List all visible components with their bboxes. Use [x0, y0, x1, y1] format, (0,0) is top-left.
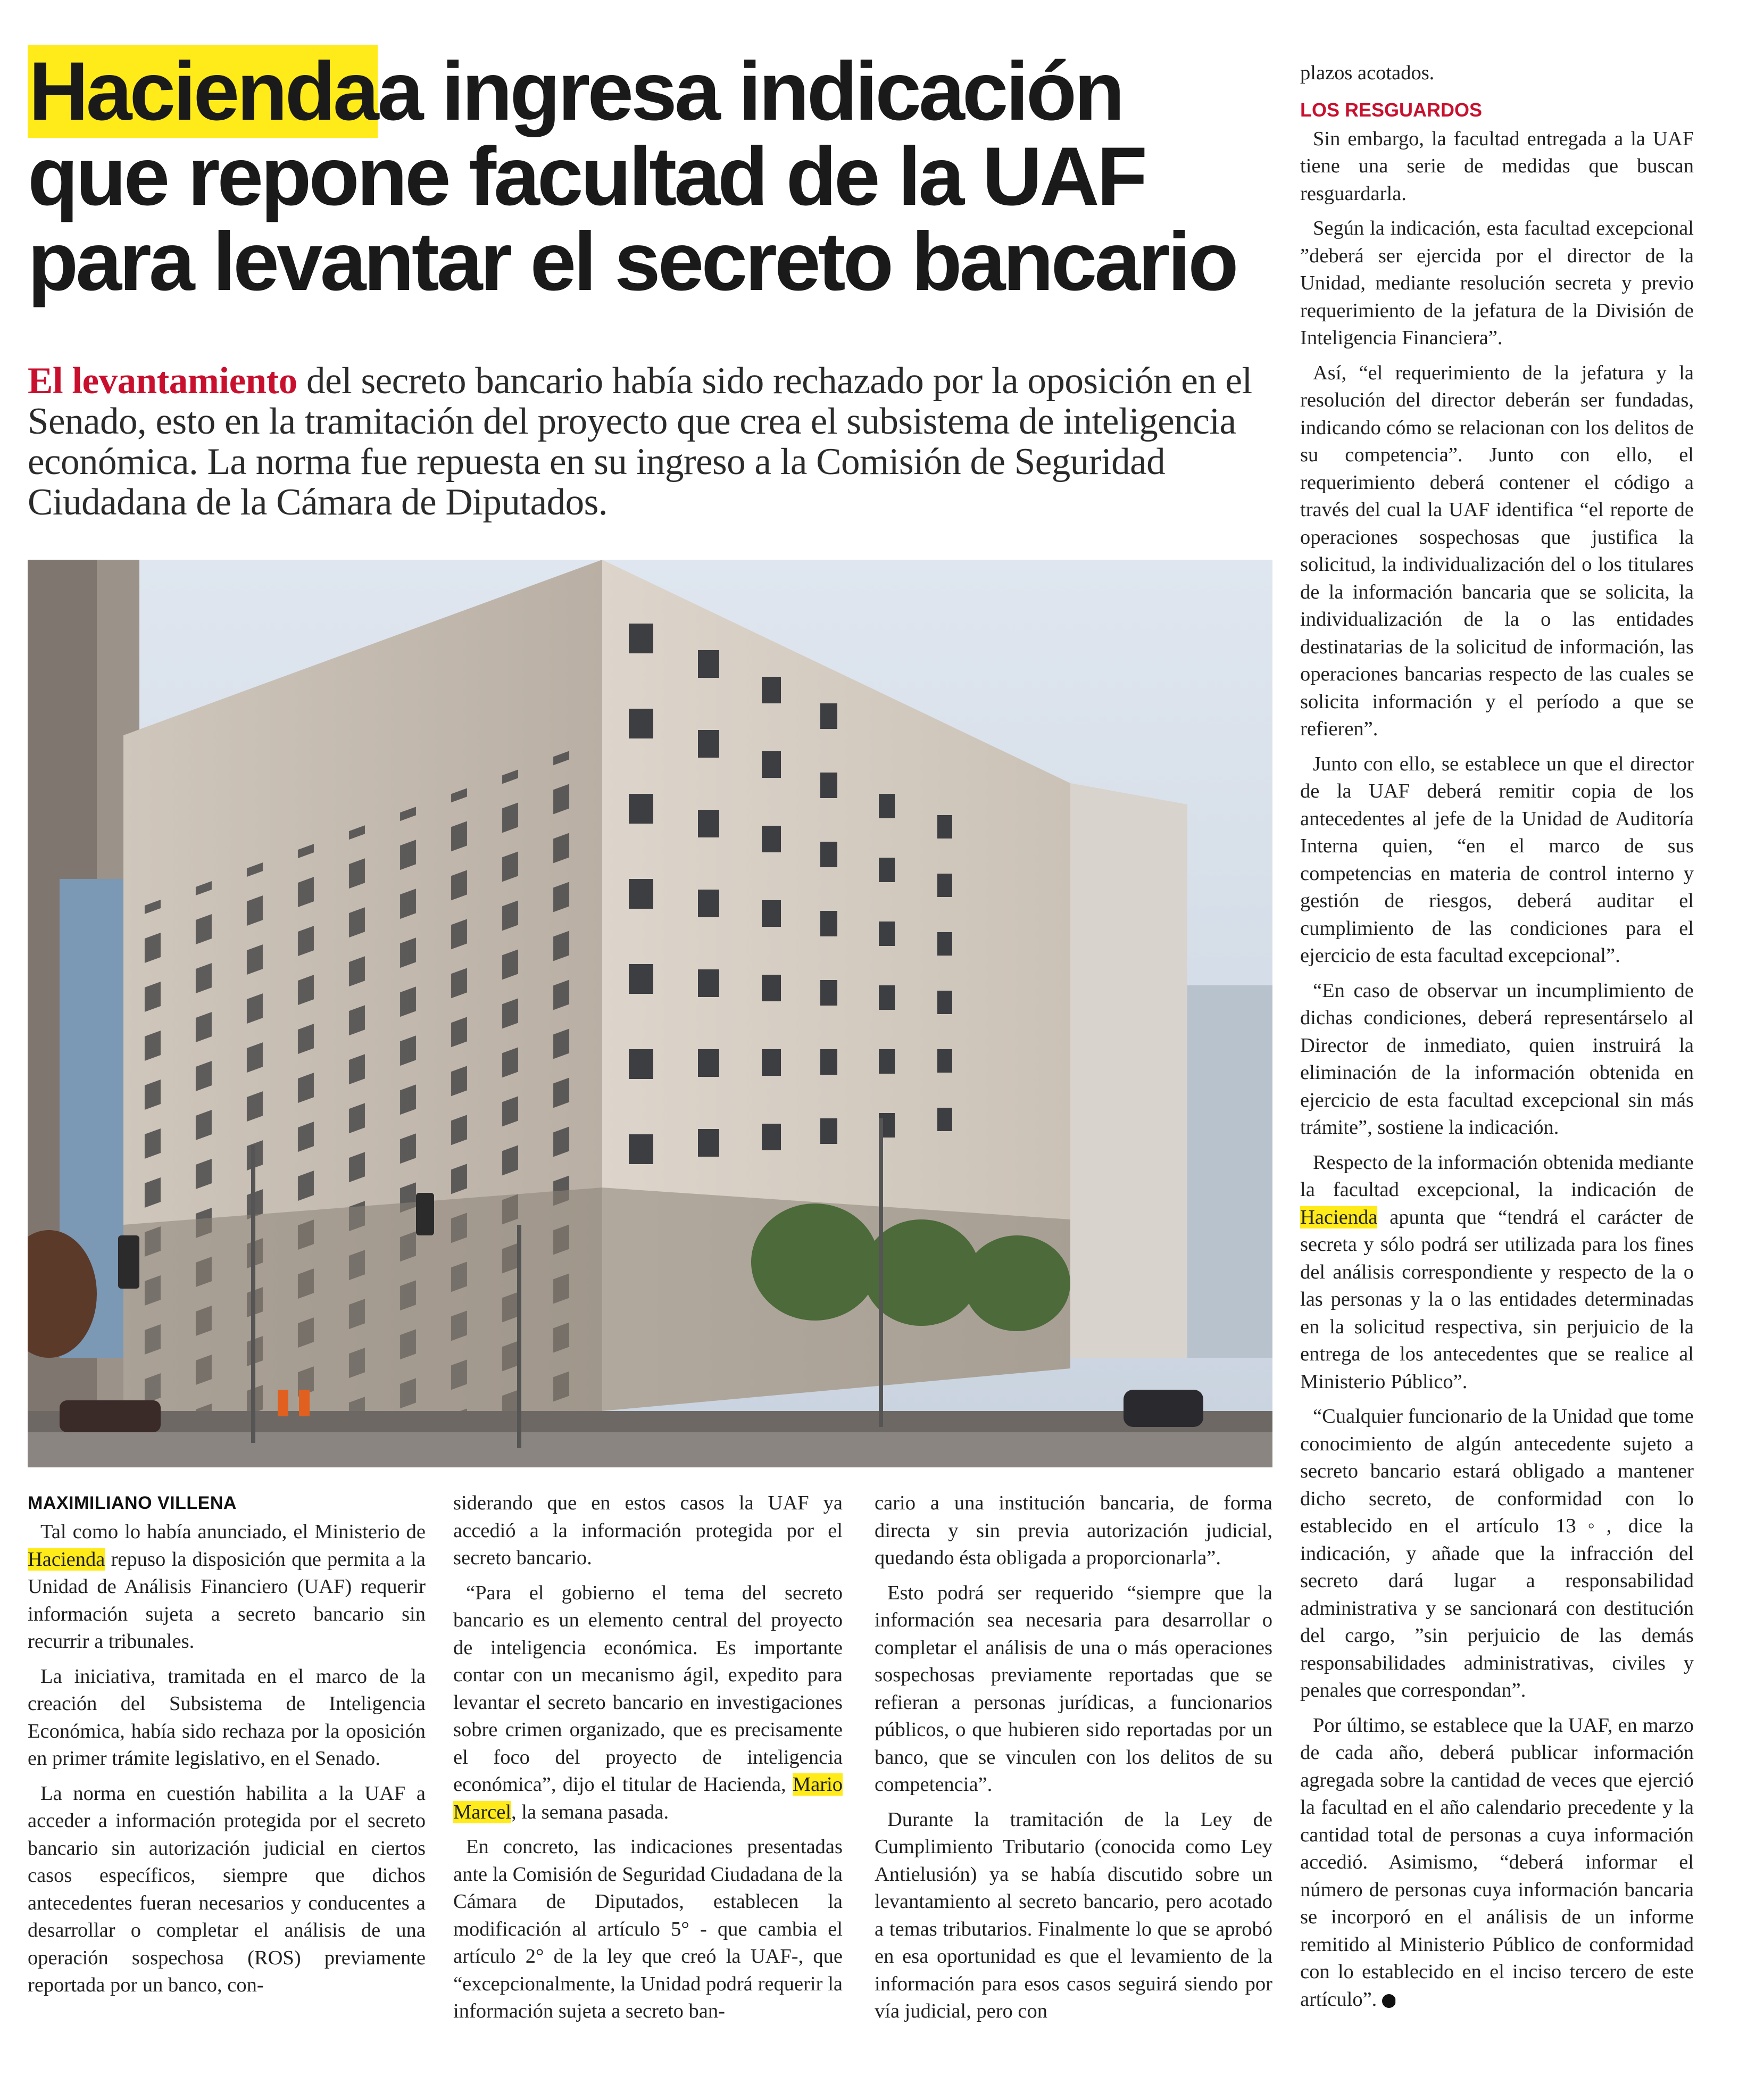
byline: MAXIMILIANO VILLENA	[28, 1493, 237, 1513]
mario-marcel-highlight: Mario Marcel	[453, 1773, 843, 1823]
text: Por último, se establece que la UAF, en marzo de cada año, deberá publicar información agregada sobre la cantidad de veces que ejerció la facultad en el año calendario precedente y la cantidad total de personas a cuya información accedió. Asimismo, “deberá informar el número de personas cuya información bancaria se incorporó en el análisis de un informe remitido al Ministerio Público de conformidad con lo establecido en el inciso tercero de este artículo”.	[1300, 1714, 1694, 2011]
paragraph: “En caso de observar un incumplimiento de dichas condiciones, deberá representárselo al Director de inmediato, quien instruirá la eliminación de la información obtenida en ejercicio de esta facultad excepcional sin más trámite”, sostiene la indicación.	[1300, 979, 1694, 1139]
text: Respecto de la información obtenida mediante la facultad excepcional, la indicación de	[1300, 1151, 1694, 1201]
headline	[28, 45, 1267, 308]
end-mark-icon: P	[1382, 1994, 1396, 2008]
text: Tal como lo había anunciado, el Ministerio de	[40, 1521, 426, 1543]
paragraph	[1300, 1712, 1694, 2014]
hacienda-highlight: Hacienda	[1300, 1206, 1378, 1228]
paragraph: En concreto, las indicaciones presentadas ante la Comisión de Seguridad Ciudadana de la Cámara de Diputados, establecen la modificación al artículo 5° - que cambia el artículo 2° de la ley que creó la UAF-, que “excepcionalmente, la Unidad podrá requerir la información sujeta a secreto ban-	[453, 1836, 843, 2022]
headline-highlight: Hacienda	[29, 45, 377, 138]
paragraph: Así, “el requerimiento de la jefatura y la resolución del director deberán ser fundadas, indicando cómo se relacionan con los delitos de su competencia”. Junto con ello, el requerimiento deberá contener el código a través del cual la UAF identifica “el reporte de operaciones sospechosas que justifica la solicitud, la individualización del o los titulares de la información bancaria que se solicita, la individualización de la o las entidades destinatarias de la solicitud de información, las operaciones bancarias respecto de las cuales se solicita información y el período a que se refieren”.	[1300, 361, 1694, 740]
paragraph: Según la indicación, esta facultad excepcional ”deberá ser ejercida por el director de la Unidad, mediante resolución secreta y previo requerimiento de la jefatura de la División de Inteligencia Financiera”.	[1300, 217, 1694, 349]
paragraph: “Cualquier funcionario de la Unidad que tome conocimiento de algún antecedente sujeto a secreto bancario estará obligado a mantener dicho secreto, de conformidad con lo establecido en el artículo 13◦, dice la indicación, y añade que la infracción del secreto dará lugar a responsabilidad administrativa y se sancionará con destitución del cargo, ”sin perjuicio de las demás responsabilidades administrativas, civiles y penales que correspondan”.	[1300, 1405, 1694, 1701]
deck	[28, 361, 1267, 522]
deck-text: del secreto bancario había sido rechazado por la oposición en el Senado, esto en la tramitación del proyecto que crea el subsistema de inteligencia económica. La norma fue repuesta en su ingreso a la Comisión de Seguridad Ciudadana de la Cámara de Diputados.	[28, 360, 1252, 523]
building-photo	[28, 560, 1272, 1467]
text: apunta que “tendrá el carácter de secreta y sólo podrá ser utilizada para los fines del análisis correspondiente y respecto de la o las personas y la o las entidades determinadas en la solicitud respectiva, sin perjuicio de la entrega de los antecedentes que se realice al Ministerio Público”.	[1300, 1206, 1694, 1393]
article-column-4	[1300, 60, 1694, 2028]
hacienda-highlight: Hacienda	[28, 1548, 105, 1571]
paragraph: siderando que en estos casos la UAF ya accedió a la información protegida por el secreto bancario.	[453, 1492, 843, 1569]
headline-text: a ingresa indicación que repone facultad de la UAF para levantar el secreto bancario	[28, 45, 1236, 308]
text: “Para el gobierno el tema del secreto bancario es un elemento central del proyecto de inteligencia económica. Es importante contar con un mecanismo ágil, expedito para levantar el secreto bancario en investigaciones sobre crimen organizado, que es precisamente el foco del proyecto de inteligencia económica”, dijo el titular de Hacienda,	[453, 1581, 843, 1796]
article-column-1	[28, 1490, 426, 2022]
paragraph: Durante la tramitación de la Ley de Cumplimiento Tributario (conocida como Ley Antielusión) ya se había discutido sobre un levantamiento al secreto bancario, pero acotado a temas tributarios. Finalmente lo que se aprobó en esa oportunidad es que el levamiento de la información para esos casos seguirá siendo por vía judicial, pero con	[875, 1808, 1272, 2022]
paragraph	[28, 1518, 426, 1656]
paragraph: Junto con ello, se establece un que el director de la UAF deberá remitir copia de los antecedentes al jefe de la Unidad de Auditoría Interna quien, “en el marco de sus competencias en materia de control interno y gestión de riesgos, deberá auditar el cumplimiento de las condiciones para el ejercicio de esta facultad excepcional”.	[1300, 752, 1694, 967]
paragraph: Sin embargo, la facultad entregada a la UAF tiene una serie de medidas que buscan resguardarla.	[1300, 127, 1694, 205]
paragraph: La norma en cuestión habilita a la UAF a acceder a información protegida por el secreto bancario sin autorización judicial en ciertos casos específicos, siempre que dichos antecedentes fueran necesarios y conducentes a desarrollar o completar el análisis de una operación sospechosa (ROS) previamente reportada por un banco, con-	[28, 1782, 426, 1996]
article-column-2	[453, 1490, 843, 2022]
paragraph	[1300, 1149, 1694, 1396]
paragraph: cario a una institución bancaria, de forma directa y sin previa autorización judicial, quedando ésta obligada a proporcionarla”.	[875, 1492, 1272, 1569]
paragraph: La iniciativa, tramitada en el marco de la creación del Subsistema de Inteligencia Económica, había sido rechaza por la oposición en primer trámite legislativo, en el Senado.	[28, 1665, 426, 1770]
paragraph: Esto podrá ser requerido “siempre que la información sea necesaria para desarrollar o completar el análisis de una o más operaciones sospechosas previamente reportadas que se refieran a personas jurídicas, a funcionarios públicos, o que hubieren sido reportadas por un banco, que se vinculen con los delitos de su competencia”.	[875, 1581, 1272, 1796]
article-column-3	[875, 1490, 1272, 2022]
paragraph	[453, 1580, 843, 1827]
text: , la semana pasada.	[511, 1800, 669, 1823]
section-subhead: LOS RESGUARDOS	[1300, 98, 1483, 121]
deck-lead: El levantamiento	[28, 360, 297, 402]
paragraph: plazos acotados.	[1300, 62, 1435, 84]
text: repuso la disposición que permita a la Unidad de Análisis Financiero (UAF) requerir información sujeta a secreto bancario sin recurrir a tribunales.	[28, 1548, 426, 1653]
